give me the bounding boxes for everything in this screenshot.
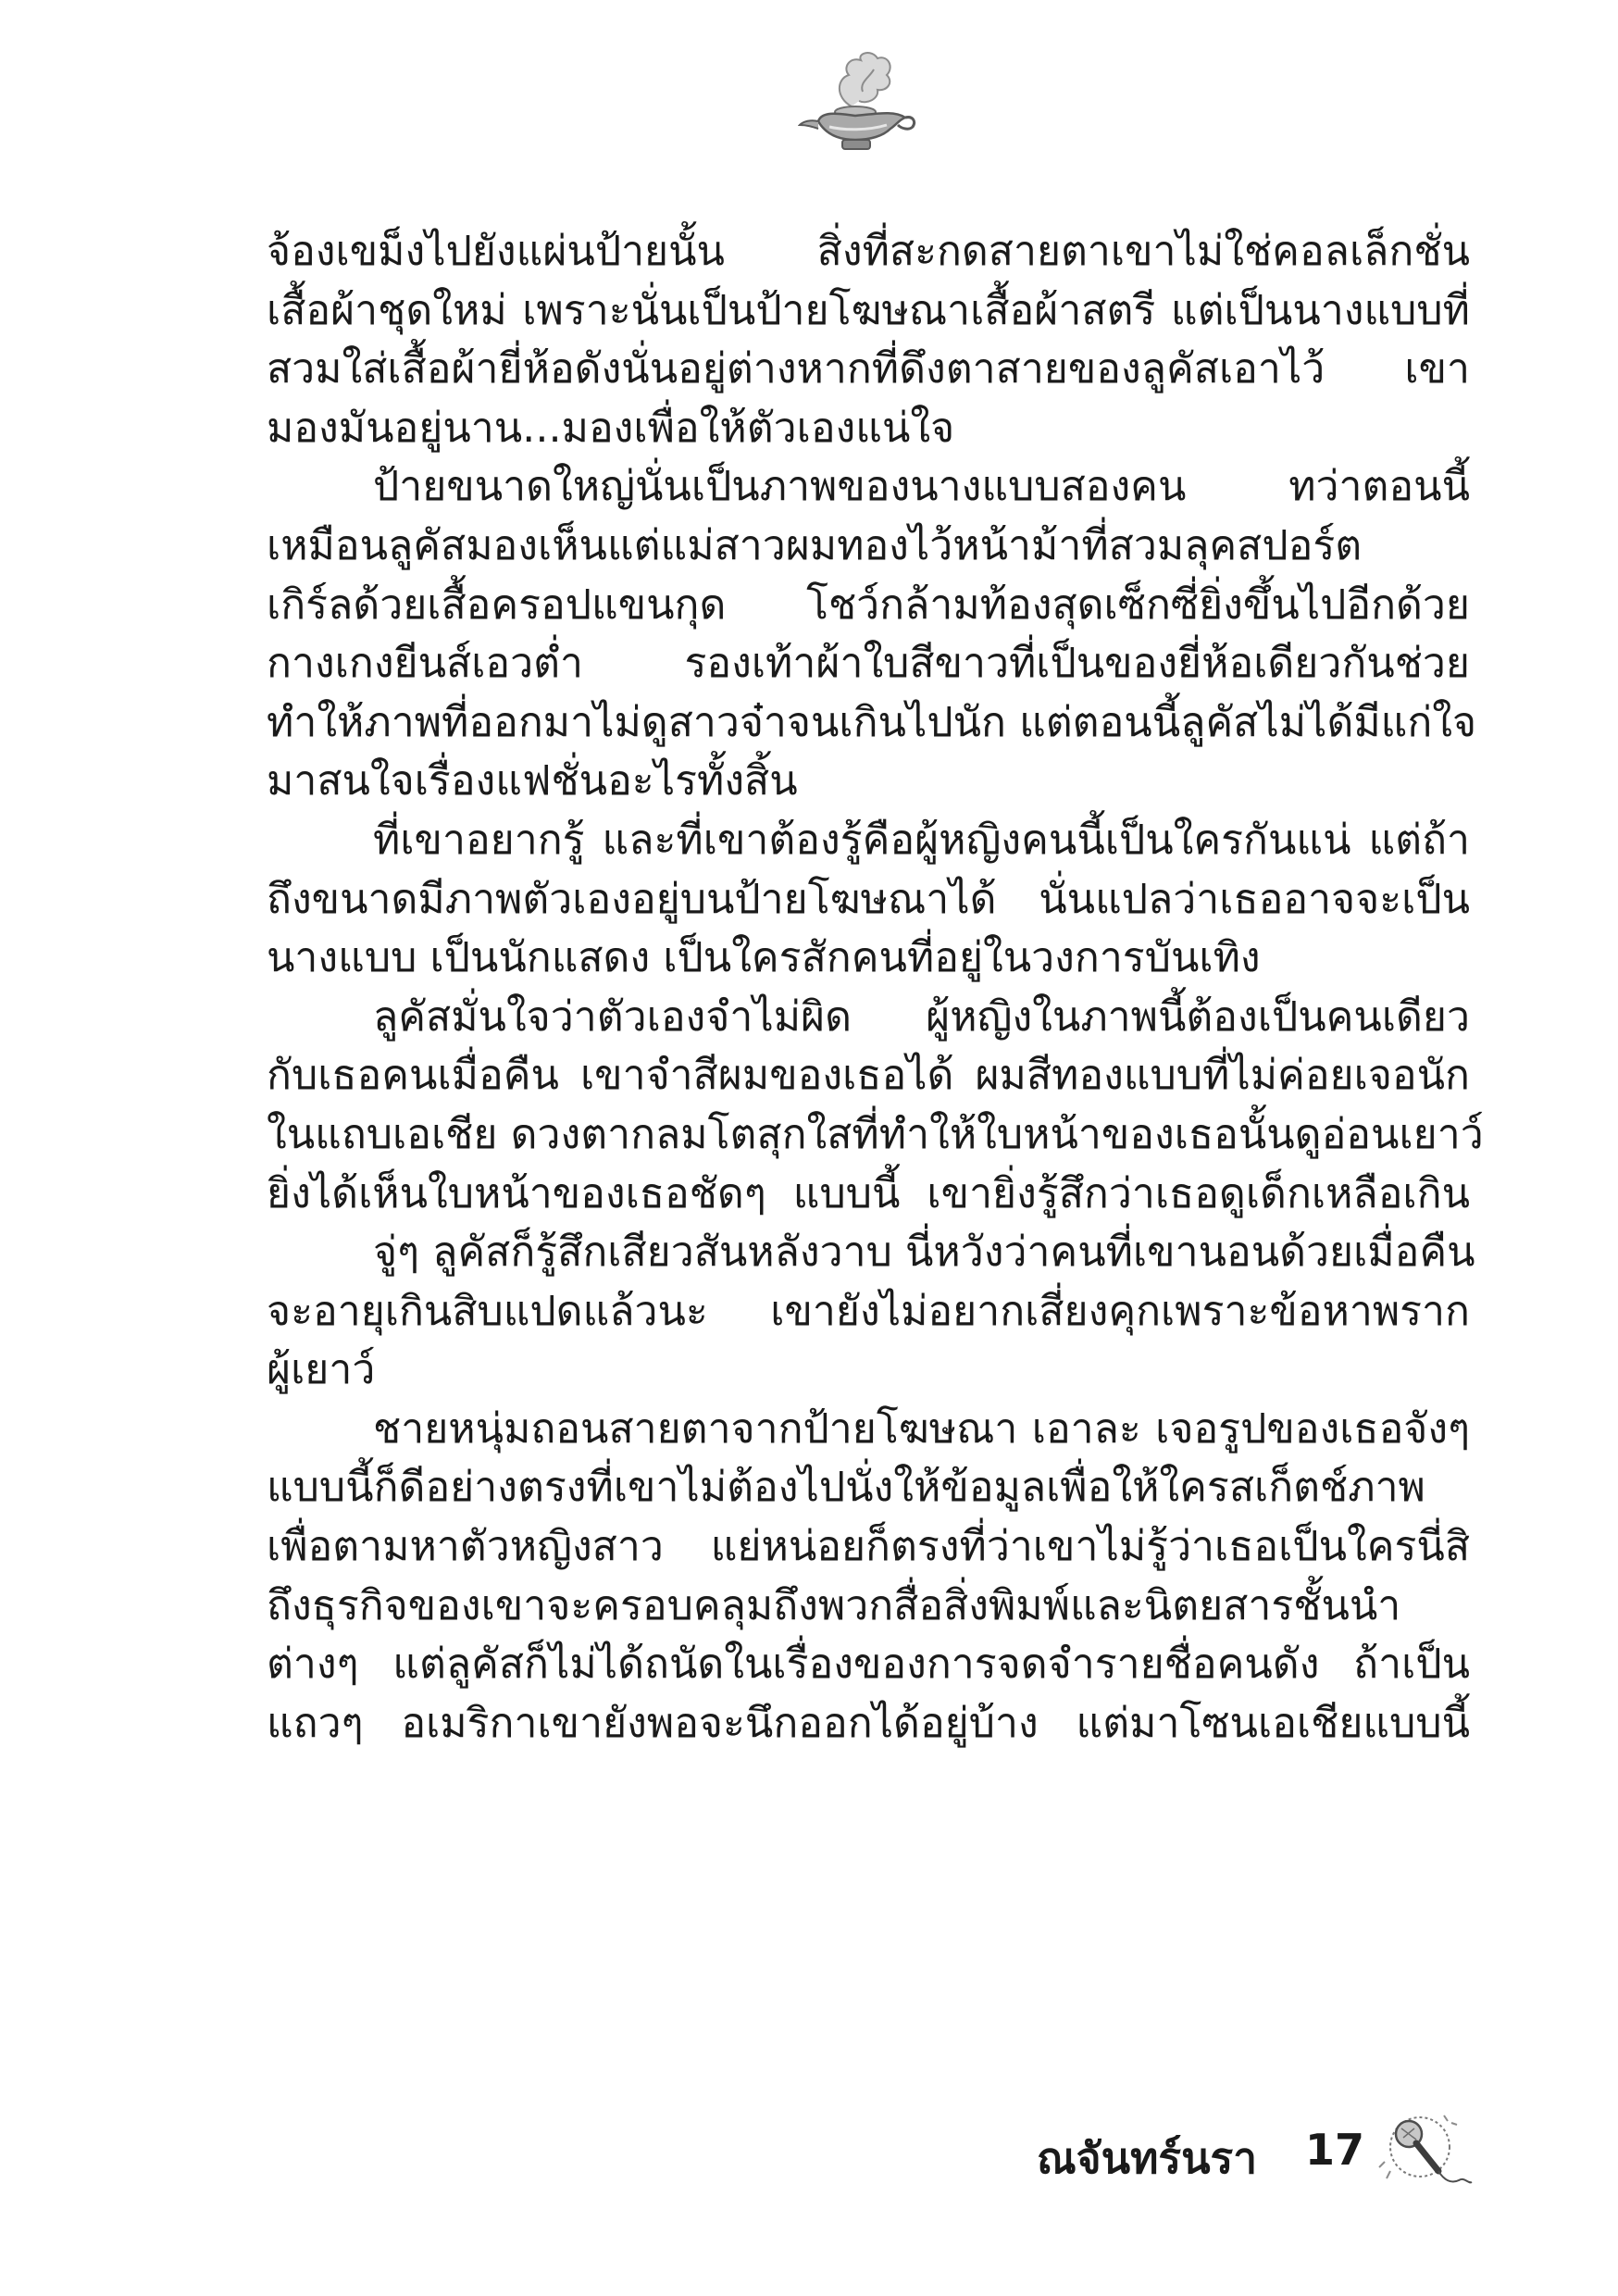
text-line: จ้องเขม็งไปยังแผ่นป้ายนั้น สิ่งที่สะกดสายตาเขาไม่ใช่คอลเล็กชั่น bbox=[267, 228, 1470, 275]
text-line: นางแบบ เป็นนักแสดง เป็นใครสักคนที่อยู่ในวงการบันเทิง bbox=[267, 934, 1261, 982]
genie-lamp-icon bbox=[798, 51, 918, 162]
author-name: ณจันทร์นรา bbox=[1037, 2133, 1258, 2183]
text-line: ต่างๆ แต่ลูคัสก็ไม่ได้ถนัดในเรื่องของการจดจำรายชื่อคนดัง ถ้าเป็น bbox=[267, 1641, 1470, 1689]
text-line: ที่เขาอยากรู้ และที่เขาต้องรู้คือผู้หญิงคนนี้เป็นใครกันแน่ แต่ถ้า bbox=[373, 816, 1470, 864]
text-line: มองมันอยู่นาน...มองเพื่อให้ตัวเองแน่ใจ bbox=[267, 404, 955, 452]
text-line: แถวๆ อเมริกาเขายังพอจะนึกออกได้อยู่บ้าง แต่มาโซนเอเชียแบบนี้ bbox=[267, 1699, 1470, 1747]
text-line: มาสนใจเรื่องแฟชั่นอะไรทั้งสิ้น bbox=[267, 757, 798, 805]
text-line: ในแถบเอเชีย ดวงตากลมโตสุกใสที่ทำให้ใบหน้าของเธอนั้นดูอ่อนเยาว์ bbox=[267, 1110, 1484, 1158]
text-line: กางเกงยีนส์เอวต่ำ รองเท้าผ้าใบสีขาวที่เป็นของยี่ห้อเดียวกันช่วย bbox=[267, 640, 1470, 688]
text-line: ลูคัสมั่นใจว่าตัวเองจำไม่ผิด ผู้หญิงในภาพนี้ต้องเป็นคนเดียว bbox=[373, 992, 1470, 1041]
text-line: ยิ่งได้เห็นใบหน้าของเธอชัดๆ แบบนี้ เขายิ่งรู้สึกว่าเธอดูเด็กเหลือเกิน bbox=[267, 1169, 1470, 1217]
text-line: สวมใส่เสื้อผ้ายี่ห้อดังนั่นอยู่ต่างหากที่ดึงตาสายของลูคัสเอาไว้ เขา bbox=[267, 345, 1470, 393]
text-line: ป้ายขนาดใหญ่นั่นเป็นภาพของนางแบบสองคน ทว่าตอนนี้ bbox=[373, 463, 1470, 511]
text-line: ถึงขนาดมีภาพตัวเองอยู่บนป้ายโฆษณาได้ นั่นแปลว่าเธออาจจะเป็น bbox=[267, 875, 1470, 923]
text-line: เกิร์ลด้วยเสื้อครอปแขนกุด โชว์กล้ามท้องสุดเซ็กซี่ยิ่งขึ้นไปอีกด้วย bbox=[267, 580, 1470, 629]
text-line: ทำให้ภาพที่ออกมาไม่ดูสาวจ๋าจนเกินไปนัก แต่ตอนนี้ลูคัสไม่ได้มีแก่ใจ bbox=[267, 698, 1477, 746]
text-line: จะอายุเกินสิบแปดแล้วนะ เขายังไม่อยากเสี่ยงคุกเพราะข้อหาพราก bbox=[267, 1287, 1470, 1335]
page-number: 17 bbox=[1305, 2125, 1365, 2175]
body-text bbox=[267, 222, 1484, 1753]
text-line: เหมือนลูคัสมองเห็นแต่แม่สาวผมทองไว้หน้าม้าที่สวมลุคสปอร์ต bbox=[267, 521, 1363, 569]
text-line: ผู้เยาว์ bbox=[267, 1346, 376, 1394]
text-line: เพื่อตามหาตัวหญิงสาว แย่หน่อยก็ตรงที่ว่าเขาไม่รู้ว่าเธอเป็นใครนี่สิ bbox=[267, 1523, 1470, 1571]
text-line: จู่ๆ ลูคัสก็รู้สึกเสียวสันหลังวาบ นี่หวังว่าคนที่เขานอนด้วยเมื่อคืน bbox=[373, 1229, 1475, 1277]
text-line: กับเธอคนเมื่อคืน เขาจำสีผมของเธอได้ ผมสีทองแบบที่ไม่ค่อยเจอนัก bbox=[267, 1052, 1470, 1100]
text-line: ถึงธุรกิจของเขาจะครอบคลุมถึงพวกสื่อสิ่งพิมพ์และนิตยสารชั้นนำ bbox=[267, 1581, 1401, 1629]
text-line: เสื้อผ้าชุดใหม่ เพราะนั่นเป็นป้ายโฆษณาเสื้อผ้าสตรี แต่เป็นนางแบบที่ bbox=[267, 286, 1470, 334]
text-line: ชายหนุ่มถอนสายตาจากป้ายโฆษณา เอาละ เจอรูปของเธอจังๆ bbox=[373, 1404, 1470, 1453]
page-footer bbox=[1037, 2106, 1481, 2208]
microphone-icon bbox=[1363, 2106, 1474, 2199]
text-line: แบบนี้ก็ดีอย่างตรงที่เขาไม่ต้องไปนั่งให้ข้อมูลเพื่อให้ใครสเก็ตช์ภาพ bbox=[267, 1464, 1425, 1512]
